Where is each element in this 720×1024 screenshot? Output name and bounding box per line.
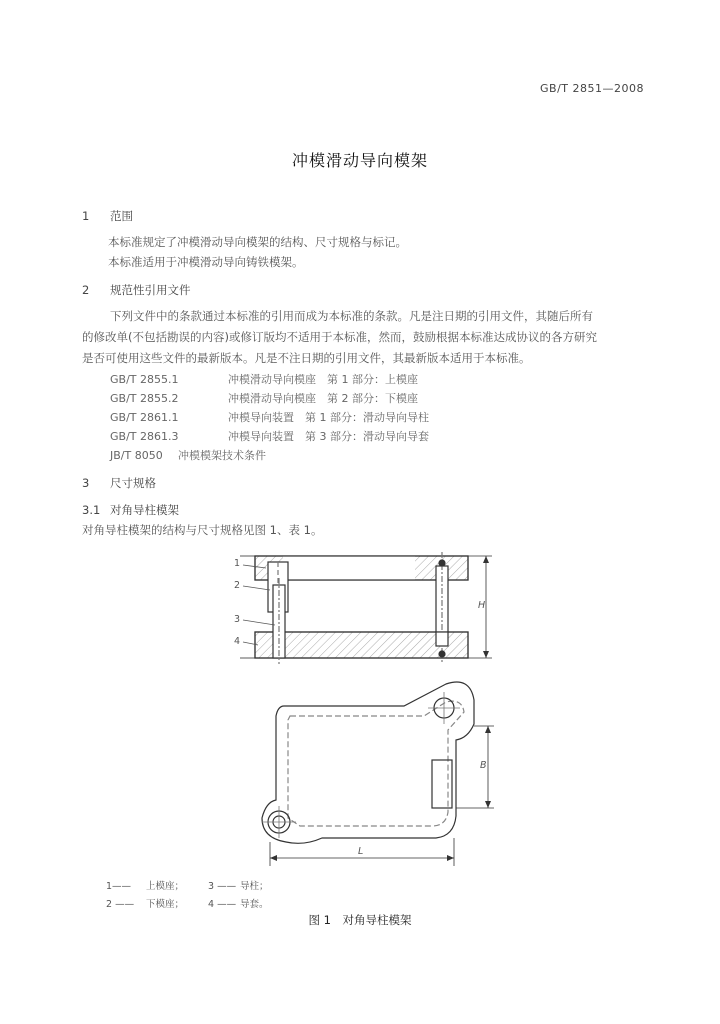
reference-title: 冲模模架技术条件 <box>178 449 266 462</box>
legend-label: 导套。 <box>240 899 269 910</box>
plan-view <box>262 682 494 866</box>
paragraph: 对角导柱模架的结构与尺寸规格见图 1、表 1。 <box>82 523 323 537</box>
section-title: 尺寸规格 <box>110 476 156 490</box>
section-title: 范围 <box>110 209 133 223</box>
paragraph-line: 下列文件中的条款通过本标准的引用而成为本标准的条款。凡是注日期的引用文件，其随后所有 <box>110 309 593 323</box>
paragraph: 本标准规定了冲模滑动导向模架的结构、尺寸规格与标记。 <box>108 235 407 249</box>
dimension-length: L <box>358 846 364 857</box>
callout-1: 1 <box>234 558 241 569</box>
paragraph-line: 的修改单(不包括勘误的内容)或修订版均不适用于本标准，然而，鼓励根据本标准达成协议的各方研究 <box>82 330 597 344</box>
document-title: 冲模滑动导向模架 <box>291 151 428 170</box>
legend-number: 1—— <box>106 881 132 892</box>
reference-title: 冲模导向装置 第 1 部分：滑动导向导柱 <box>228 411 429 424</box>
dimension-width: B <box>480 760 487 771</box>
section-number: 3.1 <box>82 503 101 517</box>
reference-code: JB/T 8050 <box>110 449 163 462</box>
callout-3: 3 <box>234 614 241 625</box>
paragraph: 本标准适用于冲模滑动导向铸铁模架。 <box>108 255 304 269</box>
section-number: 3 <box>82 476 90 490</box>
reference-title: 冲模滑动导向模座 第 2 部分：下模座 <box>228 392 418 405</box>
dimension-height: H <box>478 600 486 611</box>
legend-number: 3 —— <box>208 881 237 892</box>
figure-caption: 图 1 对角导柱模架 <box>308 913 412 927</box>
reference-code: GB/T 2861.3 <box>110 430 179 443</box>
legend-row <box>106 896 269 910</box>
section-number: 2 <box>82 283 90 297</box>
reference-code: GB/T 2861.1 <box>110 411 179 424</box>
reference-code: GB/T 2855.2 <box>110 392 179 405</box>
paragraph-line: 是否可使用这些文件的最新版本。凡是不注日期的引用文件，其最新版本适用于本标准。 <box>82 351 531 365</box>
callout-2: 2 <box>234 580 241 591</box>
window-opening <box>432 760 452 808</box>
die-seat-outline <box>262 682 474 843</box>
legend-label: 上模座； <box>146 881 185 892</box>
legend-label: 导柱； <box>240 881 269 892</box>
section-number: 1 <box>82 209 90 223</box>
legend-label: 下模座； <box>146 899 185 910</box>
front-view <box>240 552 492 664</box>
callout-4: 4 <box>234 636 241 647</box>
reference-title: 冲模导向装置 第 3 部分：滑动导向导套 <box>228 430 429 443</box>
section-title: 对角导柱模架 <box>110 503 179 517</box>
reference-title: 冲模滑动导向模座 第 1 部分：上模座 <box>228 373 418 386</box>
legend-row <box>106 878 269 892</box>
section-title: 规范性引用文件 <box>110 283 191 297</box>
guide-post-right <box>436 566 448 632</box>
legend-number: 2 —— <box>106 899 135 910</box>
legend-number: 4 —— <box>208 899 237 910</box>
standard-code: GB/T 2851—2008 <box>540 82 644 95</box>
reference-code: GB/T 2855.1 <box>110 373 179 386</box>
